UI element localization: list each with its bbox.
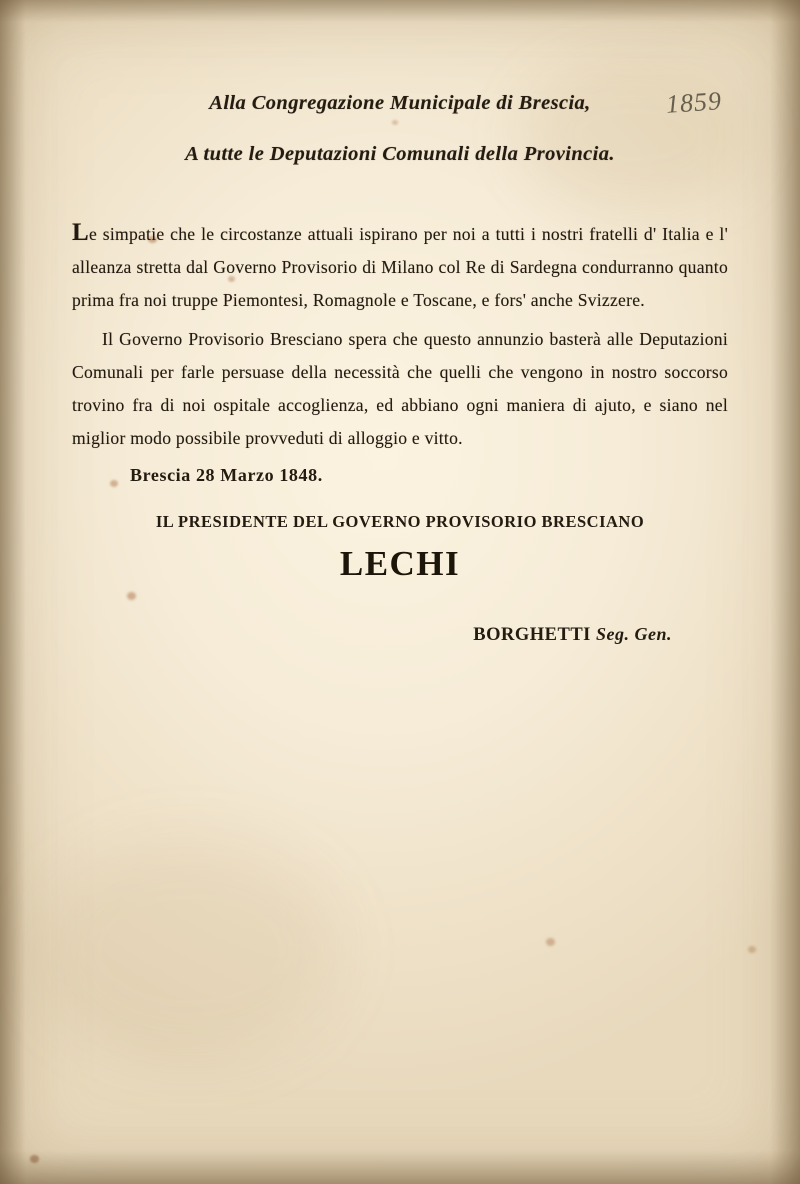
paper-discoloration	[40, 840, 340, 1060]
secretary-name: BORGHETTI	[473, 625, 591, 645]
signature-name: LECHI	[339, 544, 461, 583]
paragraph-2: Il Governo Provisorio Bresciano spera che questo annunzio basterà alle Deputazioni Comunali per farle persuase della necessità che quelli che vengono in nostro soccorso trovino fra di noi ospitale accoglienza, ed abbiano ogni maniera di ajuto, e siano nel miglior modo possibile provveduti di alloggio e vitto.	[72, 329, 728, 448]
foxing-spot	[748, 946, 756, 953]
foxing-spot	[30, 1155, 39, 1163]
foxing-spot	[546, 938, 555, 946]
body-text	[72, 218, 728, 455]
paragraph-1	[72, 218, 728, 317]
signature-title: IL PRESIDENTE DEL GOVERNO PROVISORIO BRESCIANO	[155, 512, 645, 531]
paper-edge-bottom	[0, 1150, 800, 1184]
place-and-date: Brescia 28 Marzo 1848.	[130, 465, 323, 485]
secretary-role: Seg. Gen.	[596, 624, 672, 644]
secretary-signature	[72, 624, 728, 646]
paragraph-1-dropcap: L	[72, 219, 89, 246]
heading-line-1: Alla Congregazione Municipale di Brescia,	[209, 92, 591, 114]
handwritten-year-annotation: 1859	[665, 86, 723, 119]
heading-line-2: A tutte le Deputazioni Comunali della Provincia.	[185, 143, 615, 165]
paragraph-1-text: e simpatie che le circostanze attuali ispirano per noi a tutti i nostri fratelli d' Italia e l' alleanza stretta dal Governo Provisorio di Milano col Re di Sardegna condurranno quanto prima fra noi truppe Piemontesi, Romagnole e Toscane, e fors' anche Svizzere.	[72, 224, 728, 310]
